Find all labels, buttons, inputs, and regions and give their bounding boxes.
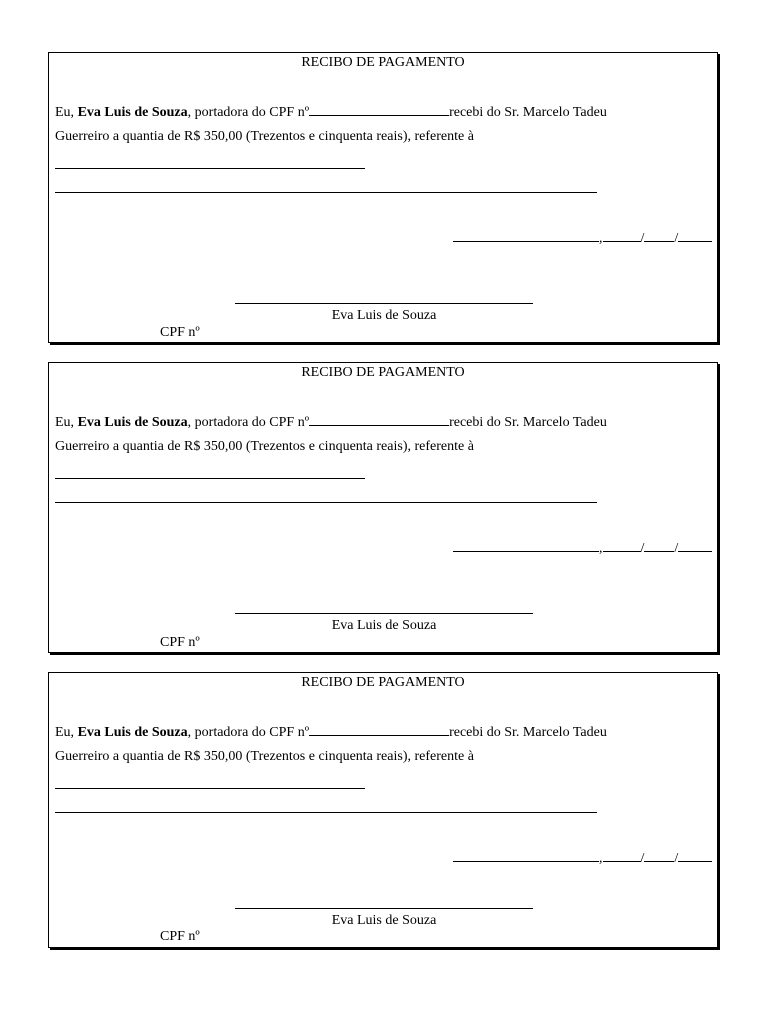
date-slash: / [674, 851, 679, 866]
reference-blank-line-1[interactable] [55, 478, 365, 479]
signatory-cpf-label: CPF nº [160, 929, 200, 944]
receipt-statement-line-1 [55, 723, 607, 742]
reference-blank-line-2[interactable] [55, 812, 597, 813]
reference-blank-line-1[interactable] [55, 168, 365, 169]
signatory-name: Eva Luis de Souza [331, 618, 437, 633]
statement-cpf-label: , portadora do CPF nº [187, 105, 310, 120]
statement-received-from: recebi do Sr. Marcelo Tadeu [449, 105, 607, 120]
statement-prefix: Eu, [55, 105, 78, 120]
date-slash: / [640, 231, 645, 246]
receipt-statement-line-2: Guerreiro a quantia de R$ 350,00 (Trezentos e cinquenta reais), referente à [55, 129, 474, 144]
month-blank[interactable] [644, 229, 674, 242]
day-blank[interactable] [603, 229, 641, 242]
receipt-title: RECIBO DE PAGAMENTO [301, 55, 465, 70]
payer-name: Eva Luis de Souza [77, 725, 188, 740]
place-blank[interactable] [453, 229, 599, 242]
receipt-1 [48, 52, 718, 343]
date-slash: / [640, 851, 645, 866]
statement-prefix: Eu, [55, 725, 78, 740]
statement-cpf-label: , portadora do CPF nº [187, 415, 310, 430]
year-blank[interactable] [678, 849, 712, 862]
date-comma: , [599, 851, 603, 866]
cpf-blank[interactable] [309, 413, 449, 426]
receipt-statement-line-1 [55, 413, 607, 432]
statement-prefix: Eu, [55, 415, 78, 430]
signature-line[interactable] [235, 613, 533, 614]
signature-line[interactable] [235, 908, 533, 909]
date-slash: / [674, 541, 679, 556]
signatory-cpf-label: CPF nº [160, 325, 200, 340]
date-slash: / [640, 541, 645, 556]
receipt-title: RECIBO DE PAGAMENTO [301, 365, 465, 380]
day-blank[interactable] [603, 849, 641, 862]
receipt-2 [48, 362, 718, 653]
day-blank[interactable] [603, 539, 641, 552]
payer-name: Eva Luis de Souza [77, 105, 188, 120]
statement-received-from: recebi do Sr. Marcelo Tadeu [449, 725, 607, 740]
statement-cpf-label: , portadora do CPF nº [187, 725, 310, 740]
place-date-line [453, 229, 712, 248]
signatory-name: Eva Luis de Souza [331, 913, 437, 928]
reference-blank-line-2[interactable] [55, 502, 597, 503]
date-slash: / [674, 231, 679, 246]
signatory-cpf-label: CPF nº [160, 635, 200, 650]
place-date-line [453, 849, 712, 868]
receipt-statement-line-2: Guerreiro a quantia de R$ 350,00 (Trezentos e cinquenta reais), referente à [55, 439, 474, 454]
receipt-title: RECIBO DE PAGAMENTO [301, 675, 465, 690]
signature-line[interactable] [235, 303, 533, 304]
year-blank[interactable] [678, 229, 712, 242]
receipt-statement-line-1 [55, 103, 607, 122]
reference-blank-line-1[interactable] [55, 788, 365, 789]
place-blank[interactable] [453, 539, 599, 552]
cpf-blank[interactable] [309, 723, 449, 736]
cpf-blank[interactable] [309, 103, 449, 116]
signatory-name: Eva Luis de Souza [331, 308, 437, 323]
place-date-line [453, 539, 712, 558]
place-blank[interactable] [453, 849, 599, 862]
month-blank[interactable] [644, 539, 674, 552]
month-blank[interactable] [644, 849, 674, 862]
receipt-3 [48, 672, 718, 948]
reference-blank-line-2[interactable] [55, 192, 597, 193]
date-comma: , [599, 541, 603, 556]
date-comma: , [599, 231, 603, 246]
year-blank[interactable] [678, 539, 712, 552]
statement-received-from: recebi do Sr. Marcelo Tadeu [449, 415, 607, 430]
receipt-statement-line-2: Guerreiro a quantia de R$ 350,00 (Trezentos e cinquenta reais), referente à [55, 749, 474, 764]
payer-name: Eva Luis de Souza [77, 415, 188, 430]
